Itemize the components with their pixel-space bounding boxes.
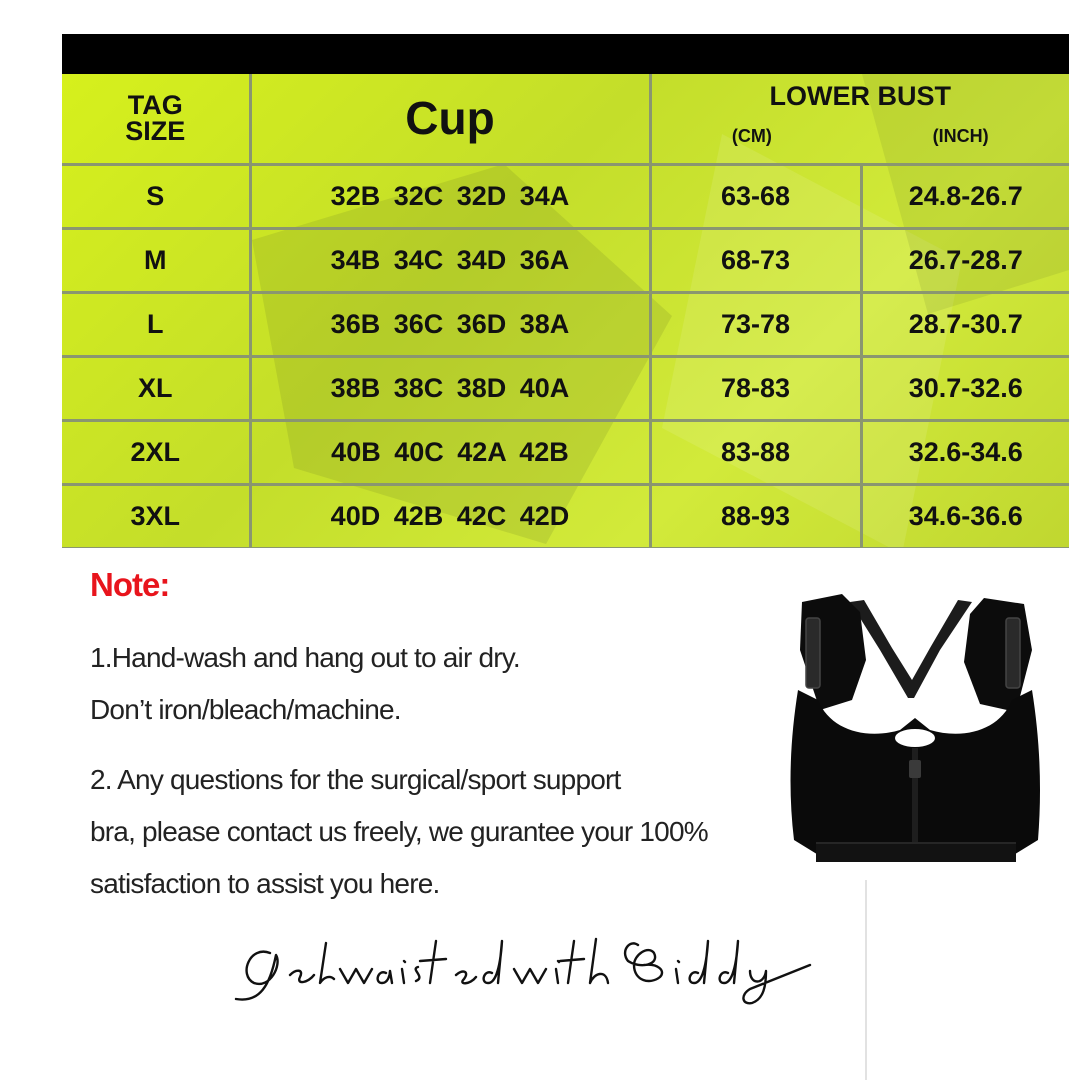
header-black-bar — [62, 34, 1069, 74]
note-line: 2. Any questions for the surgical/sport support — [90, 764, 621, 795]
note-line: satisfaction to assist you here. — [90, 868, 440, 899]
lower-bust-cm-cell: 78-83 — [650, 356, 861, 420]
table-row — [62, 356, 1069, 420]
cup-sizes-cell: 40D 42B 42C 42D — [250, 484, 650, 548]
table-row — [62, 164, 1069, 228]
cup-sizes-cell: 34B 34C 34D 36A — [250, 228, 650, 292]
lower-bust-inch-cell: 34.6-36.6 — [861, 484, 1069, 548]
cup-sizes-cell: 36B 36C 36D 38A — [250, 292, 650, 356]
inch-unit-label: (INCH) — [932, 126, 989, 147]
table-row — [62, 420, 1069, 484]
lower-bust-cm-cell: 88-93 — [650, 484, 861, 548]
cup-header: Cup — [250, 74, 650, 164]
lower-bust-cm-cell: 63-68 — [650, 164, 861, 228]
table-row — [62, 228, 1069, 292]
lower-bust-title: LOWER BUST — [769, 81, 951, 112]
signature-text — [0, 0, 1, 1]
lower-bust-cm-cell: 68-73 — [650, 228, 861, 292]
tag-size-cell: XL — [62, 356, 250, 420]
note-line: 1.Hand-wash and hang out to air dry. — [90, 642, 520, 673]
lower-bust-cm-cell: 73-78 — [650, 292, 861, 356]
signature-script — [230, 925, 850, 1005]
note-line: Don’t iron/bleach/machine. — [90, 694, 401, 725]
tag-size-cell: 2XL — [62, 420, 250, 484]
lower-bust-inch-cell: 32.6-34.6 — [861, 420, 1069, 484]
lower-bust-inch-cell: 30.7-32.6 — [861, 356, 1069, 420]
lower-bust-header — [650, 74, 1069, 164]
tag-size-cell: S — [62, 164, 250, 228]
tag-size-cell: M — [62, 228, 250, 292]
cm-unit-label: (CM) — [731, 126, 772, 147]
lower-bust-inch-cell: 28.7-30.7 — [861, 292, 1069, 356]
vertical-divider — [865, 880, 867, 1080]
lower-bust-inch-cell: 24.8-26.7 — [861, 164, 1069, 228]
cup-sizes-cell: 40B 40C 42A 42B — [250, 420, 650, 484]
tag-size-header-line1: TAG — [127, 90, 183, 121]
tag-size-cell: L — [62, 292, 250, 356]
lower-bust-cm-cell: 83-88 — [650, 420, 861, 484]
note-line: bra, please contact us freely, we gurantee your 100% — [90, 816, 708, 847]
table-row — [62, 292, 1069, 356]
note-title: Note: — [90, 566, 170, 603]
lower-bust-inch-cell: 26.7-28.7 — [861, 228, 1069, 292]
tag-size-cell: 3XL — [62, 484, 250, 548]
cup-sizes-cell: 32B 32C 32D 34A — [250, 164, 650, 228]
cup-sizes-cell: 38B 38C 38D 40A — [250, 356, 650, 420]
product-image — [780, 590, 1050, 880]
table-row — [62, 484, 1069, 548]
tag-size-header — [62, 74, 250, 164]
size-chart-grid — [62, 74, 1069, 548]
tag-size-header-line2: SIZE — [125, 116, 186, 147]
size-chart-table — [62, 74, 1069, 548]
table-header-row — [62, 74, 1069, 164]
